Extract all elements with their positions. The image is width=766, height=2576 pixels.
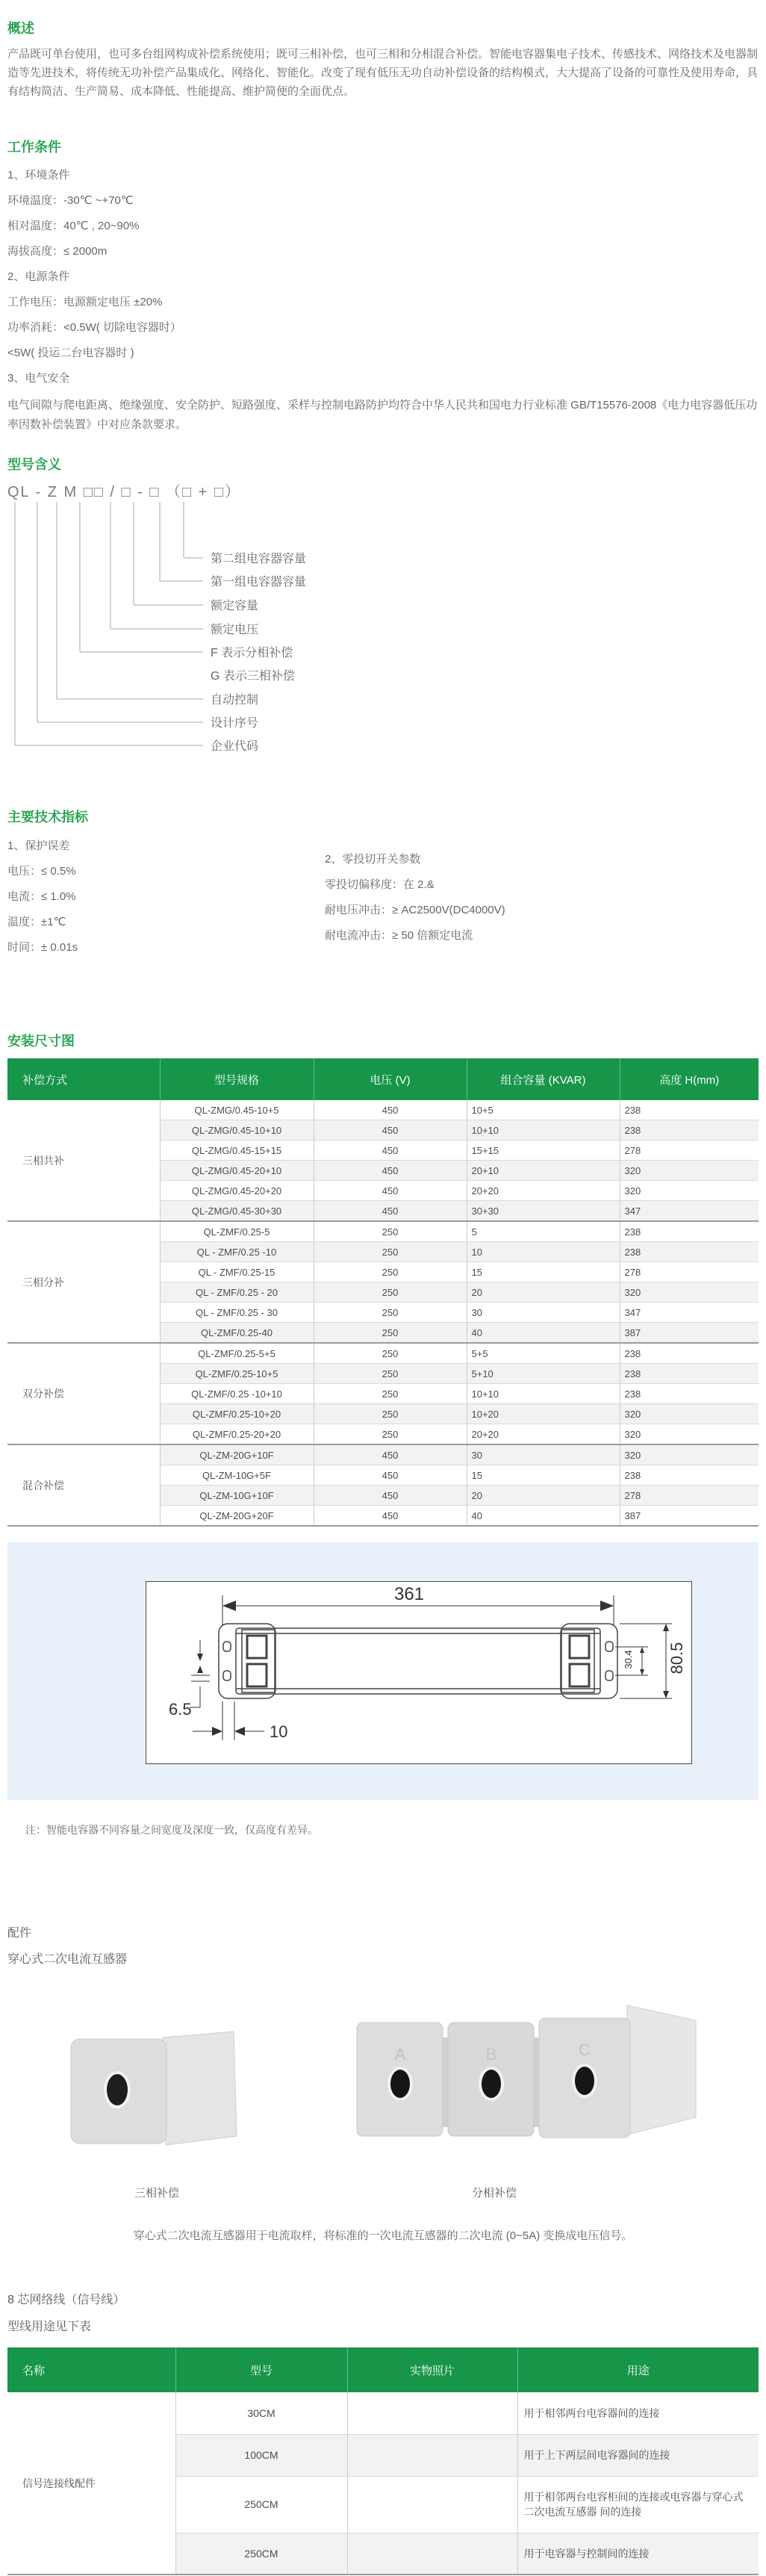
dimensions-title: 安装尺寸图 <box>7 1034 75 1049</box>
spec-line: 零投切偏移度：在 2.& <box>325 878 435 891</box>
wc-line: 2、电源条件 <box>7 270 70 283</box>
model-label: 自动控制 <box>211 694 259 707</box>
height-cell: 320 <box>620 1444 759 1465</box>
model-cell: QL - ZMF/0.25 - 20 <box>160 1282 314 1303</box>
cable-model-cell: 250CM <box>175 2533 347 2575</box>
model-cell: QL - ZMF/0.25 -10 <box>160 1242 314 1262</box>
capacity-cell: 5+5 <box>467 1343 620 1364</box>
model-cell: QL-ZM-20G+20F <box>160 1506 314 1527</box>
height-cell: 320 <box>620 1161 759 1181</box>
cable-title: 8 芯网络线（信号线） <box>7 2294 125 2306</box>
model-cell: QL-ZMG/0.45-20+10 <box>160 1161 314 1181</box>
spec-line: 耐电流冲击：≥ 50 倍额定电流 <box>325 929 473 942</box>
table-row <box>7 1343 759 1364</box>
height-cell: 320 <box>620 1424 759 1445</box>
phase-label-b: B <box>485 2045 497 2064</box>
capacity-cell: 40 <box>467 1323 620 1344</box>
capacity-cell: 5 <box>467 1221 620 1242</box>
dim-length: 361 <box>393 1584 425 1604</box>
wc-safety-note: 电气间隙与爬电距离、绝缘强度、安全防护、短路强度、采样与控制电路防护均符合中华人民共和国电力行业标准 GB/T15576-2008《电力电容器低压功率因数补偿装置》中对应条款要求。 <box>7 399 758 431</box>
column-header: 组合容量 (KVAR) <box>467 1058 620 1100</box>
model-label: 企业代码 <box>211 740 259 753</box>
tech-specs-title: 主要技术指标 <box>7 810 88 825</box>
voltage-cell: 450 <box>314 1201 467 1222</box>
model-cell: QL-ZMF/0.25-10+20 <box>160 1404 314 1424</box>
capacity-cell: 5+10 <box>467 1364 620 1384</box>
cable-model-cell: 30CM <box>175 2392 347 2434</box>
overview-title: 概述 <box>7 21 34 36</box>
voltage-cell: 250 <box>314 1404 467 1424</box>
model-formula: QL - Z M □□ / □ - □ （□ + □） <box>7 484 241 500</box>
overview-body: 产品既可单台使用，也可多台组网构成补偿系统使用；既可三相补偿，也可三相和分相混合补偿。智能电容器集电子技术、传感技术、网络技术及电器制造等先进技术，将传统无功补偿产品集成化、网络化、智能化。改变了现有低压无功自动补偿设备的结构模式，大大提高了设备的可靠性及使用寿命，具有结构简洁、生产简易、成本降低、性能提高、维护简便的全面优点。 <box>7 48 759 98</box>
capacity-cell: 20 <box>467 1486 620 1506</box>
model-cell: QL-ZMG/0.45-30+30 <box>160 1201 314 1222</box>
height-cell: 238 <box>620 1364 759 1384</box>
height-cell: 238 <box>620 1343 759 1364</box>
wc-line: 1、环境条件 <box>7 169 70 181</box>
model-cell: QL-ZMF/0.25-5 <box>160 1221 314 1242</box>
spec-line: 耐电压冲击：≥ AC2500V(DC4000V) <box>325 904 505 916</box>
cable-photo-cell <box>347 2533 517 2575</box>
cable-use-cell: 用于相邻两台电容器间的连接 <box>517 2392 759 2434</box>
table-header-row <box>7 2347 759 2392</box>
three-phase-ct-photo <box>63 2017 250 2155</box>
voltage-cell: 450 <box>314 1486 467 1506</box>
voltage-cell: 250 <box>314 1364 467 1384</box>
dimension-drawing-frame <box>146 1581 692 1764</box>
spec-line: 1、保护误差 <box>7 839 70 852</box>
ct-description: 穿心式二次电流互感器用于电流取样，将标准的一次电流互感器的二次电流 (0~5A) 变换成电压信号。 <box>133 2229 633 2242</box>
cable-photo-cell <box>347 2434 517 2476</box>
photo-caption-three-phase: 三相补偿 <box>134 2187 180 2200</box>
model-label: G 表示三相补偿 <box>211 670 295 683</box>
dimension-drawing-panel <box>7 1542 759 1800</box>
height-cell: 238 <box>620 1465 759 1486</box>
height-cell: 347 <box>620 1201 759 1222</box>
table-row <box>7 2392 759 2434</box>
accessories-title: 配件 <box>7 1927 32 1940</box>
height-cell: 278 <box>620 1140 759 1161</box>
voltage-cell: 250 <box>314 1242 467 1262</box>
voltage-cell: 450 <box>314 1161 467 1181</box>
model-cell: QL-ZM-10G+5F <box>160 1465 314 1486</box>
dim-edge-offset: 10 <box>270 1722 288 1741</box>
height-cell: 387 <box>620 1323 759 1344</box>
model-label: 额定电压 <box>211 624 259 636</box>
dimension-drawing <box>146 1582 690 1762</box>
capacity-cell: 15 <box>467 1465 620 1486</box>
wc-line: 3、电气安全 <box>7 372 70 385</box>
column-header: 名称 <box>7 2347 175 2392</box>
model-label: F 表示分相补偿 <box>211 647 293 659</box>
voltage-cell: 450 <box>314 1506 467 1527</box>
column-header: 型号 <box>175 2347 347 2392</box>
phase-label-a: A <box>394 2045 406 2064</box>
wc-line: 功率消耗：<0.5W( 切除电容器时） <box>7 321 181 334</box>
dim-height: 80.5 <box>667 1642 686 1675</box>
model-cell: QL-ZMG/0.45-20+20 <box>160 1181 314 1201</box>
accessories-subtitle: 穿心式二次电流互感器 <box>7 1953 128 1966</box>
tech-specs-right <box>325 851 505 953</box>
model-cell: QL-ZMF/0.25 -10+10 <box>160 1384 314 1404</box>
capacity-cell: 10+5 <box>467 1100 620 1120</box>
model-label: 第二组电容器容量 <box>211 553 307 565</box>
model-cell: QL-ZMF/0.25-10+5 <box>160 1364 314 1384</box>
working-conditions-title: 工作条件 <box>7 140 61 155</box>
voltage-cell: 250 <box>314 1221 467 1242</box>
height-cell: 238 <box>620 1384 759 1404</box>
dimension-spec-table <box>7 1058 759 1527</box>
model-label: 额定容量 <box>211 600 259 612</box>
capacity-cell: 30 <box>467 1444 620 1465</box>
voltage-cell: 250 <box>314 1424 467 1445</box>
compensation-type-cell: 双分补偿 <box>7 1343 160 1444</box>
model-cell: QL-ZM-20G+10F <box>160 1444 314 1465</box>
height-cell: 238 <box>620 1242 759 1262</box>
column-header: 型号规格 <box>160 1058 314 1100</box>
wc-line: 相对温度：40℃ , 20~90% <box>7 220 140 232</box>
dim-hole-width: 6.5 <box>169 1700 192 1719</box>
dim-hole-spacing: 30.4 <box>623 1650 634 1669</box>
voltage-cell: 450 <box>314 1100 467 1120</box>
working-conditions-list <box>7 167 759 444</box>
spec-line: 时间：± 0.01s <box>7 941 78 954</box>
capacity-cell: 20+10 <box>467 1161 620 1181</box>
compensation-type-cell: 三相共补 <box>7 1100 160 1221</box>
capacity-cell: 20+20 <box>467 1424 620 1445</box>
table-header-row <box>7 1058 759 1100</box>
capacity-cell: 15+15 <box>467 1140 620 1161</box>
model-cell: QL-ZMG/0.45-10+10 <box>160 1120 314 1140</box>
height-cell: 278 <box>620 1486 759 1506</box>
compensation-type-cell: 混合补偿 <box>7 1444 160 1526</box>
height-cell: 320 <box>620 1404 759 1424</box>
wc-line: 工作电压：电源额定电压 ±20% <box>7 296 163 308</box>
model-cell: QL-ZMG/0.45-15+15 <box>160 1140 314 1161</box>
height-cell: 238 <box>620 1100 759 1120</box>
cable-photo-cell <box>347 2476 517 2533</box>
column-header: 用途 <box>517 2347 759 2392</box>
compensation-type-cell: 三相分补 <box>7 1221 160 1343</box>
cable-use-cell: 用于上下两层间电容器间的连接 <box>517 2434 759 2476</box>
model-cell: QL-ZMF/0.25-5+5 <box>160 1343 314 1364</box>
capacity-cell: 20+20 <box>467 1181 620 1201</box>
column-header: 电压 (V) <box>314 1058 467 1100</box>
cable-use-cell: 用于相邻两台电容柜间的连接或电容器与穿心式二次电流互感器 间的连接 <box>517 2476 759 2533</box>
height-cell: 387 <box>620 1506 759 1527</box>
capacity-cell: 10+20 <box>467 1404 620 1424</box>
table-row <box>7 1100 759 1120</box>
voltage-cell: 450 <box>314 1181 467 1201</box>
wc-line: 环境温度：-30℃ ~+70℃ <box>7 194 134 207</box>
voltage-cell: 250 <box>314 1262 467 1282</box>
capacity-cell: 30 <box>467 1303 620 1323</box>
wc-line: 海拔高度：≤ 2000m <box>7 245 108 258</box>
height-cell: 320 <box>620 1282 759 1303</box>
phase-label-c: C <box>579 2040 591 2059</box>
model-label: 第一组电容器容量 <box>211 576 307 589</box>
model-meaning-title: 型号含义 <box>7 457 61 472</box>
cable-group-cell: 信号连接线配件 <box>7 2392 175 2575</box>
voltage-cell: 250 <box>314 1282 467 1303</box>
cable-table <box>7 2347 759 2575</box>
voltage-cell: 250 <box>314 1303 467 1323</box>
dimension-note: 注：智能电容器不同容量之间宽度及深度一致，仅高度有差异。 <box>25 1824 318 1836</box>
model-cell: QL - ZMF/0.25 - 30 <box>160 1303 314 1323</box>
photo-caption-split-phase: 分相补偿 <box>471 2187 517 2200</box>
voltage-cell: 450 <box>314 1120 467 1140</box>
table-row <box>7 1444 759 1465</box>
height-cell: 238 <box>620 1120 759 1140</box>
model-meaning-diagram <box>0 499 766 760</box>
cable-note: 型线用途见下表 <box>7 2321 92 2333</box>
wc-line: <5W( 投运二台电容器时 ) <box>7 347 134 359</box>
split-phase-ct-photo <box>351 2002 702 2162</box>
capacity-cell: 40 <box>467 1506 620 1527</box>
model-cell: QL - ZMF/0.25-15 <box>160 1262 314 1282</box>
capacity-cell: 10+10 <box>467 1384 620 1404</box>
voltage-cell: 250 <box>314 1343 467 1364</box>
column-header: 高度 H(mm) <box>620 1058 759 1100</box>
capacity-cell: 15 <box>467 1262 620 1282</box>
voltage-cell: 250 <box>314 1384 467 1404</box>
column-header: 补偿方式 <box>7 1058 160 1100</box>
voltage-cell: 250 <box>314 1323 467 1344</box>
cable-photo-cell <box>347 2392 517 2434</box>
height-cell: 320 <box>620 1181 759 1201</box>
model-label: 设计序号 <box>211 717 259 730</box>
cable-model-cell: 100CM <box>175 2434 347 2476</box>
capacity-cell: 10+10 <box>467 1120 620 1140</box>
model-cell: QL-ZMG/0.45-10+5 <box>160 1100 314 1120</box>
height-cell: 278 <box>620 1262 759 1282</box>
capacity-cell: 20 <box>467 1282 620 1303</box>
capacity-cell: 10 <box>467 1242 620 1262</box>
voltage-cell: 450 <box>314 1444 467 1465</box>
model-cell: QL-ZMF/0.25-40 <box>160 1323 314 1344</box>
voltage-cell: 450 <box>314 1140 467 1161</box>
tech-specs-left <box>7 838 78 965</box>
height-cell: 238 <box>620 1221 759 1242</box>
voltage-cell: 450 <box>314 1465 467 1486</box>
capacity-cell: 30+30 <box>467 1201 620 1222</box>
model-cell: QL-ZMF/0.25-20+20 <box>160 1424 314 1445</box>
table-row <box>7 1221 759 1242</box>
spec-line: 电流：≤ 1.0% <box>7 890 76 903</box>
model-cell: QL-ZM-10G+10F <box>160 1486 314 1506</box>
spec-line: 2、零投切开关参数 <box>325 853 421 866</box>
cable-use-cell: 用于电容器与控制间的连接 <box>517 2533 759 2575</box>
column-header: 实物照片 <box>347 2347 517 2392</box>
spec-line: 温度：±1℃ <box>7 916 66 928</box>
cable-model-cell: 250CM <box>175 2476 347 2533</box>
height-cell: 347 <box>620 1303 759 1323</box>
spec-line: 电压：≤ 0.5% <box>7 865 76 878</box>
